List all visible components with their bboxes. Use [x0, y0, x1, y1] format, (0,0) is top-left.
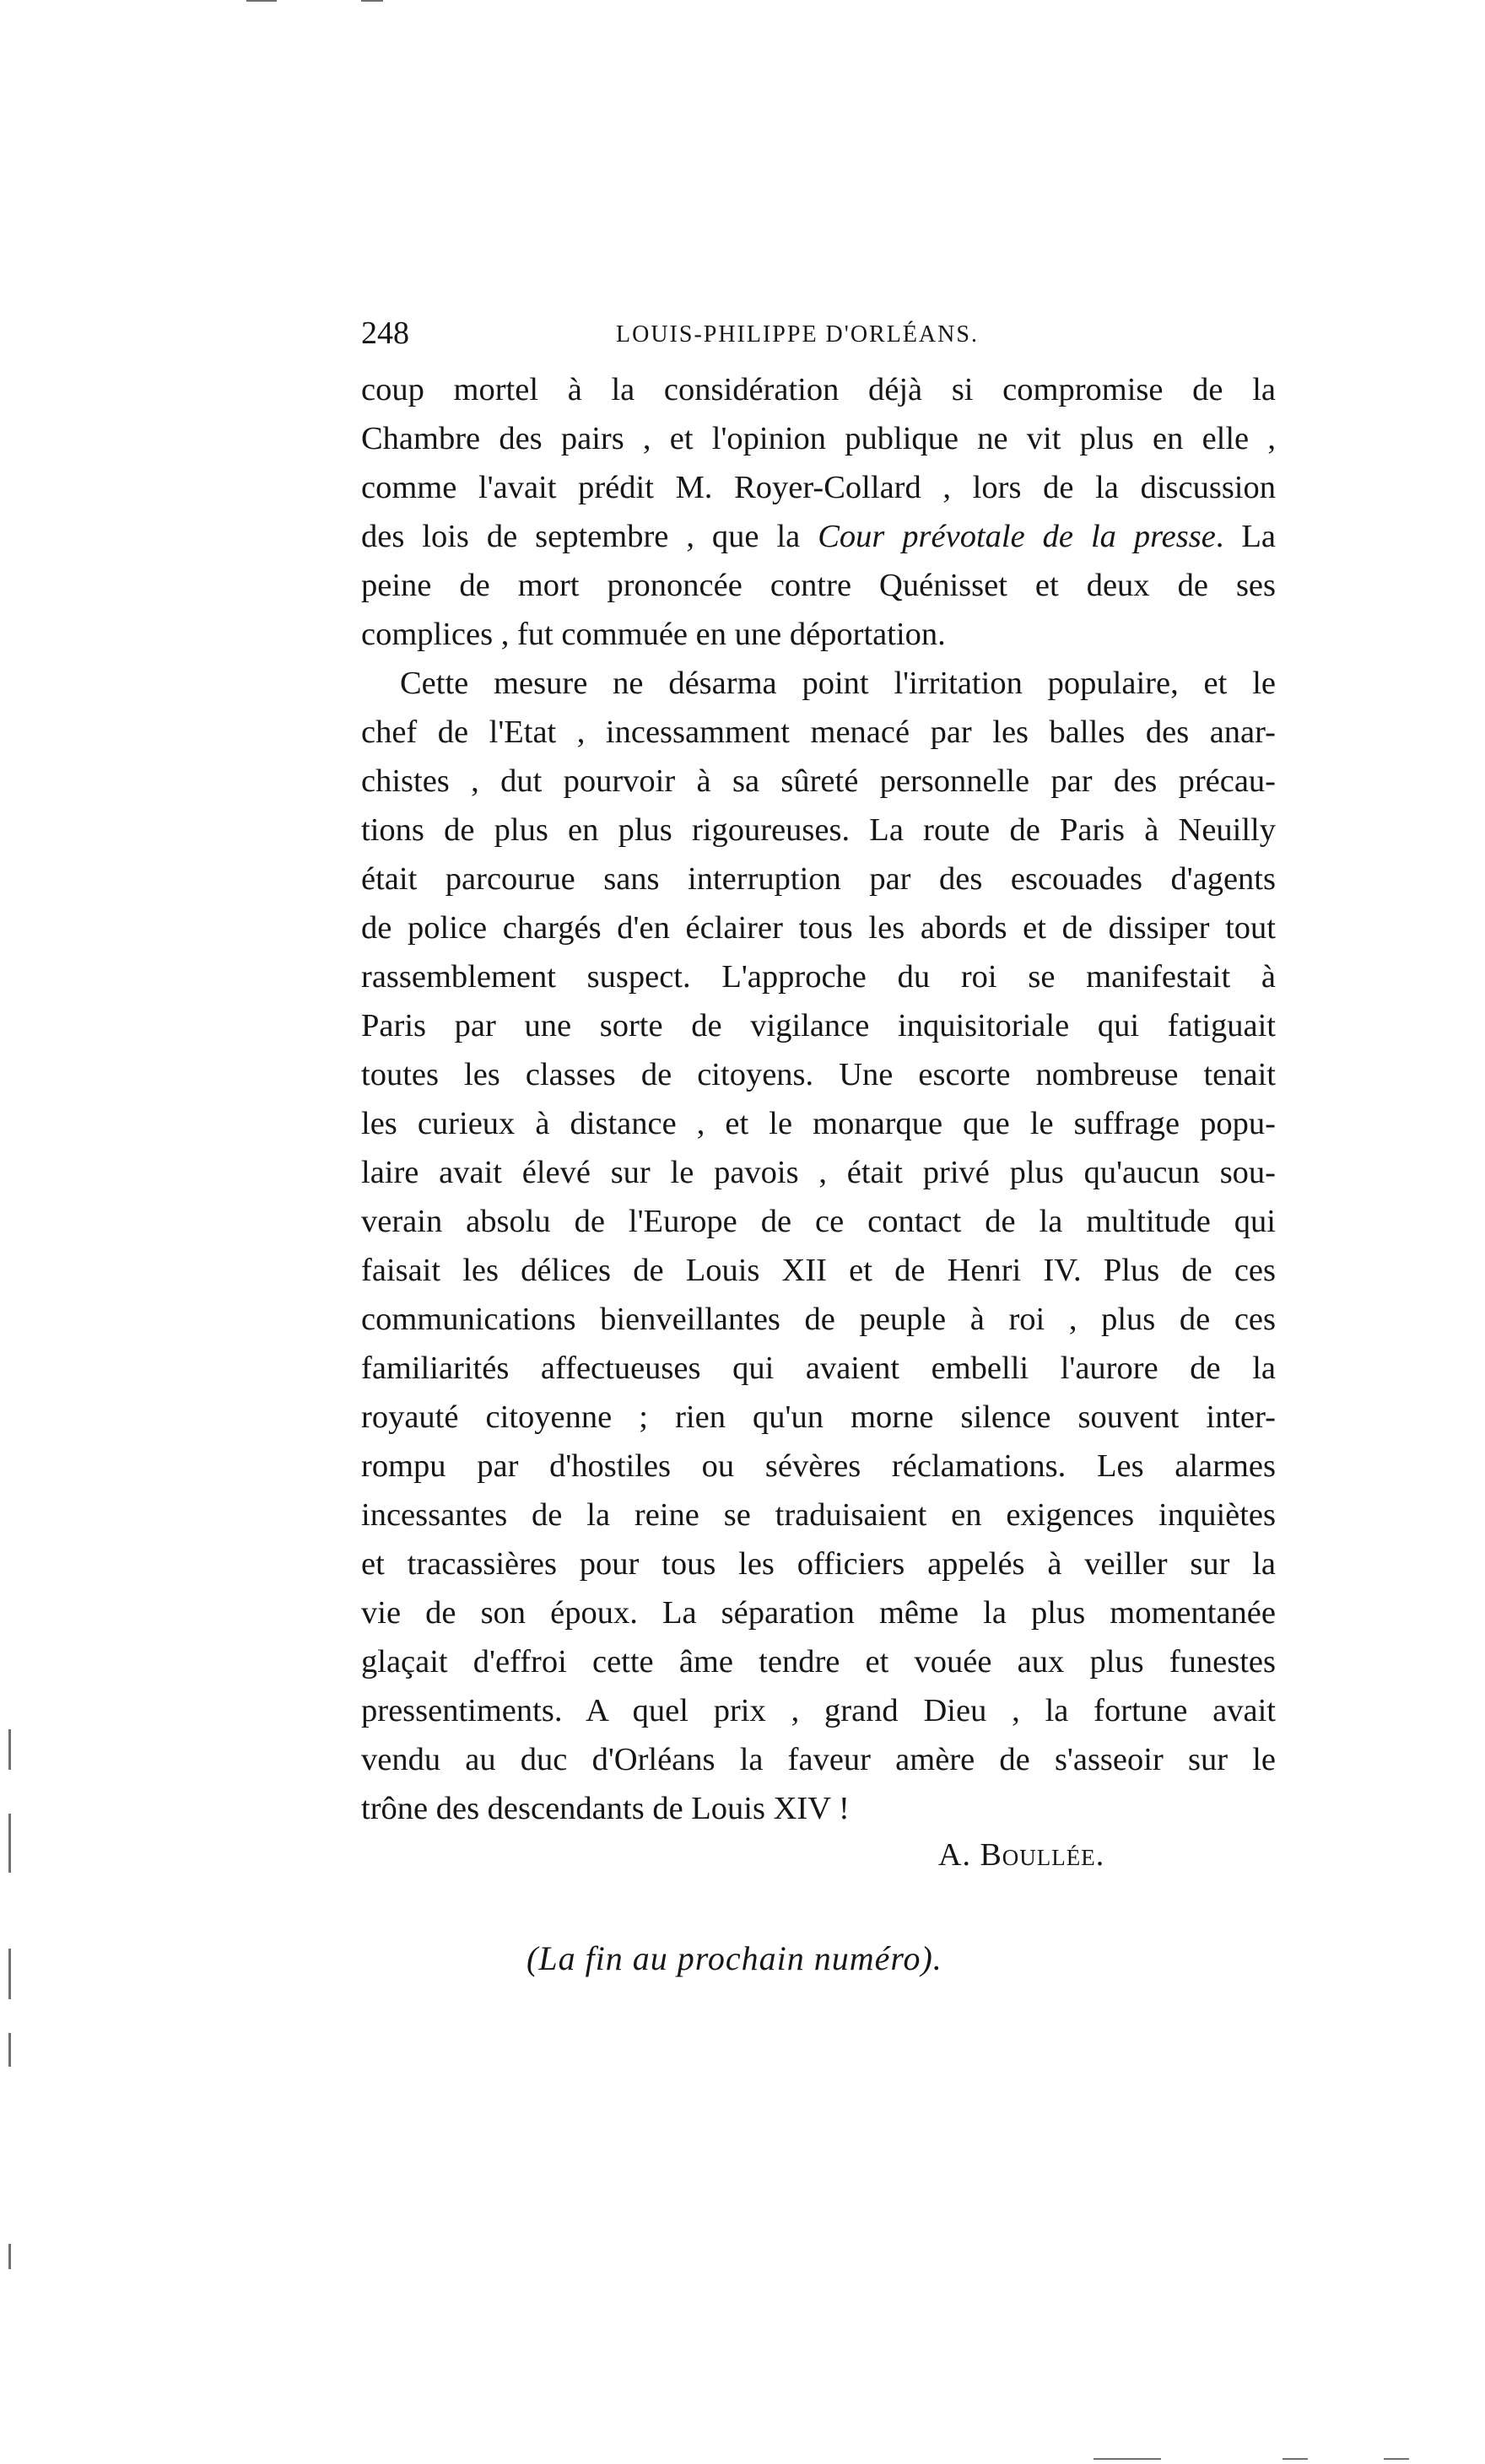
author-signature [938, 1830, 1104, 1879]
page-header [361, 312, 1137, 354]
scan-edge-mark [8, 2244, 11, 2269]
text-line: tions de plus en plus rigoureuses. La route de Paris à Neuilly [361, 812, 1276, 848]
text-line: coup mortel à la considération déjà si compromise de la [361, 372, 1276, 407]
scan-edge-mark [8, 1814, 11, 1873]
text-line: Paris par une sorte de vigilance inquisitoriale qui fatiguait [361, 1008, 1276, 1043]
text-line: glaçait d'effroi cette âme tendre et vouée aux plus funestes [361, 1644, 1276, 1680]
scan-edge-mark [1282, 2458, 1308, 2460]
scan-edge-mark [8, 1949, 11, 1999]
text-line: laire avait élevé sur le pavois , était privé plus qu'aucun sou- [361, 1155, 1276, 1190]
text-line-with-italic [361, 512, 1276, 561]
text-line: et tracassières pour tous les officiers appelés à veiller sur la [361, 1546, 1276, 1582]
running-head: LOUIS-PHILIPPE D'ORLÉANS. [616, 321, 979, 348]
scan-edge-mark [1094, 2458, 1161, 2460]
text-line: verain absolu de l'Europe de ce contact de la multitude qui [361, 1204, 1276, 1239]
page-number: 248 [361, 315, 409, 351]
text-line: vendu au duc d'Orléans la faveur amère de s'asseoir sur le [361, 1742, 1276, 1777]
text-line: pressentiments. A quel prix , grand Dieu , la fortune avait [361, 1693, 1276, 1728]
text-line: trône des descendants de Louis XIV ! [361, 1791, 850, 1826]
text-line: familiarités affectueuses qui avaient embelli l'aurore de la [361, 1351, 1276, 1386]
italic-phrase: Cour prévotale de la presse [818, 519, 1216, 554]
text-line: de police chargés d'en éclairer tous les abords et de dissiper tout [361, 910, 1276, 946]
paragraph-first-line: Cette mesure ne désarma point l'irritation populaire, et le [400, 666, 1276, 701]
text-line-start: des lois de septembre , que la [361, 519, 818, 554]
text-line: complices , fut commuée en une déportation. [361, 617, 946, 652]
text-line: chistes , dut pourvoir à sa sûreté personnelle par des précau- [361, 763, 1276, 799]
text-line: comme l'avait prédit M. Royer-Collard , lors de la discussion [361, 470, 1276, 505]
text-line: royauté citoyenne ; rien qu'un morne silence souvent inter- [361, 1399, 1276, 1435]
scan-edge-mark [246, 0, 277, 2]
text-line: rassemblement suspect. L'approche du roi se manifestait à [361, 959, 1276, 995]
author-initial: A. [938, 1837, 971, 1873]
scan-edge-mark [361, 0, 383, 2]
text-line: chef de l'Etat , incessamment menacé par les balles des anar- [361, 714, 1276, 750]
text-line: rompu par d'hostiles ou sévères réclamations. Les alarmes [361, 1448, 1276, 1484]
scan-edge-mark [8, 2033, 11, 2067]
text-line: toutes les classes de citoyens. Une escorte nombreuse tenait [361, 1057, 1276, 1092]
author-surname: Boullée. [980, 1837, 1105, 1873]
text-line: communications bienveillantes de peuple à roi , plus de ces [361, 1302, 1276, 1337]
text-line: vie de son époux. La séparation même la plus momentanée [361, 1595, 1276, 1631]
text-line: les curieux à distance , et le monarque que le suffrage popu- [361, 1106, 1276, 1141]
text-line: peine de mort prononcée contre Quénisset et deux de ses [361, 568, 1276, 603]
continuation-note: (La fin au prochain numéro). [526, 1939, 942, 1977]
scan-edge-mark [8, 1729, 11, 1770]
text-line-end: . La [1215, 519, 1276, 554]
text-line: était parcourue sans interruption par des escouades d'agents [361, 861, 1276, 897]
text-line: faisait les délices de Louis XII et de Henri IV. Plus de ces [361, 1253, 1276, 1288]
text-line: Chambre des pairs , et l'opinion publique ne vit plus en elle , [361, 421, 1276, 456]
text-line: incessantes de la reine se traduisaient en exigences inquiètes [361, 1497, 1276, 1533]
body-text [361, 365, 1276, 1833]
scan-edge-mark [1384, 2458, 1409, 2460]
